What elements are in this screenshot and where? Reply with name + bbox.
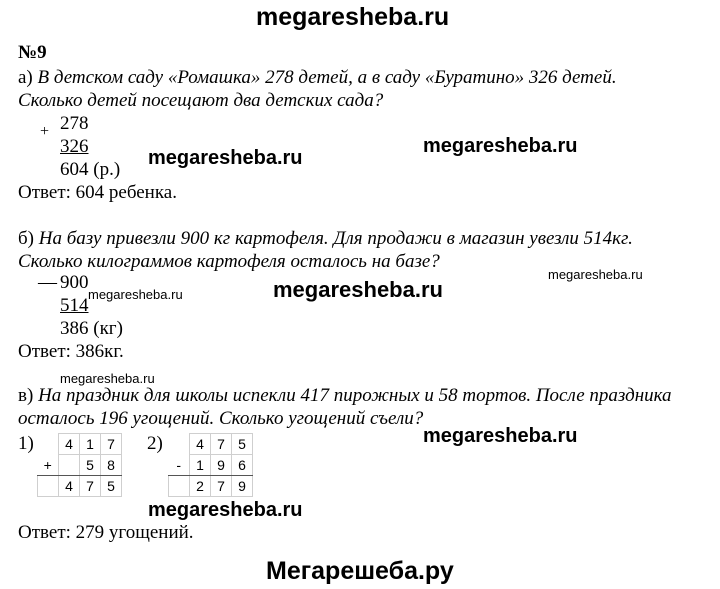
part-b-operator: — [38,272,57,293]
grid-cell: 5 [80,455,101,476]
part-b-answer: Ответ: 386кг. [18,341,124,362]
column-subtraction-grid [168,433,253,497]
watermark: megaresheba.ru [423,135,578,157]
site-header-watermark: megaresheba.ru [256,3,450,31]
grid-cell: 9 [232,476,253,497]
part-a-result: 604 (р.) [60,159,121,180]
part-b-line2: Сколько килограммов картофеля осталось на базе? [18,251,440,272]
watermark: megaresheba.ru [148,147,303,169]
grid-operator: + [38,455,59,476]
part-a-answer: Ответ: 604 ребенка. [18,182,177,203]
grid-cell: 1 [190,455,211,476]
watermark: megaresheba.ru [273,277,443,302]
grid-cell [169,434,190,455]
grid-cell: 9 [211,455,232,476]
grid-cell: 4 [59,434,80,455]
part-b-number2: 514 [60,295,89,316]
watermark: megaresheba.ru [60,371,155,386]
part-b-marker: б) [18,228,34,249]
step1-label: 1) [18,433,34,454]
part-a-marker: а) [18,67,33,88]
task-number: №9 [18,42,47,63]
column-addition-grid [37,433,122,497]
grid-cell: 4 [190,434,211,455]
watermark: megaresheba.ru [88,287,183,302]
grid-cell: 5 [101,476,122,497]
grid-cell: 7 [80,476,101,497]
grid-cell: 2 [190,476,211,497]
part-a-text1: В детском саду «Ромашка» 278 детей, а в саду «Буратино» 326 детей. [37,67,617,88]
watermark: megaresheba.ru [423,425,578,447]
grid-cell: 8 [101,455,122,476]
grid-cell: 1 [80,434,101,455]
part-b-result: 386 (кг) [60,318,123,339]
grid-cell: 4 [59,476,80,497]
part-a-number1: 278 [60,113,89,134]
grid-cell: 7 [211,476,232,497]
grid-cell [169,476,190,497]
part-c-line1 [18,385,672,407]
grid-cell: 7 [101,434,122,455]
part-a-number2: 326 [60,136,89,157]
grid-cell: 5 [232,434,253,455]
part-c-marker: в) [18,385,34,406]
part-a-line2: Сколько детей посещают два детских сада? [18,90,384,111]
part-c-text1: На праздник для школы испекли 417 пирожных и 58 тортов. После праздника [38,385,672,406]
grid-cell: 7 [211,434,232,455]
watermark: megaresheba.ru [548,267,643,282]
part-b-line1 [18,228,633,250]
site-footer-watermark: Мегарешеба.ру [266,557,454,585]
grid-cell: 6 [232,455,253,476]
part-c-answer: Ответ: 279 угощений. [18,522,194,543]
watermark: megaresheba.ru [148,499,303,521]
part-a-line1 [18,67,617,89]
part-b-number1: 900 [60,272,89,293]
grid-cell [38,434,59,455]
grid-cell [59,455,80,476]
part-a-operator: + [40,123,50,140]
part-c-line2: осталось 196 угощений. Сколько угощений съели? [18,408,424,429]
part-b-text1: На базу привезли 900 кг картофеля. Для продажи в магазин увезли 514кг. [38,228,633,249]
grid-operator: - [169,455,190,476]
step2-label: 2) [147,433,163,454]
grid-cell [38,476,59,497]
